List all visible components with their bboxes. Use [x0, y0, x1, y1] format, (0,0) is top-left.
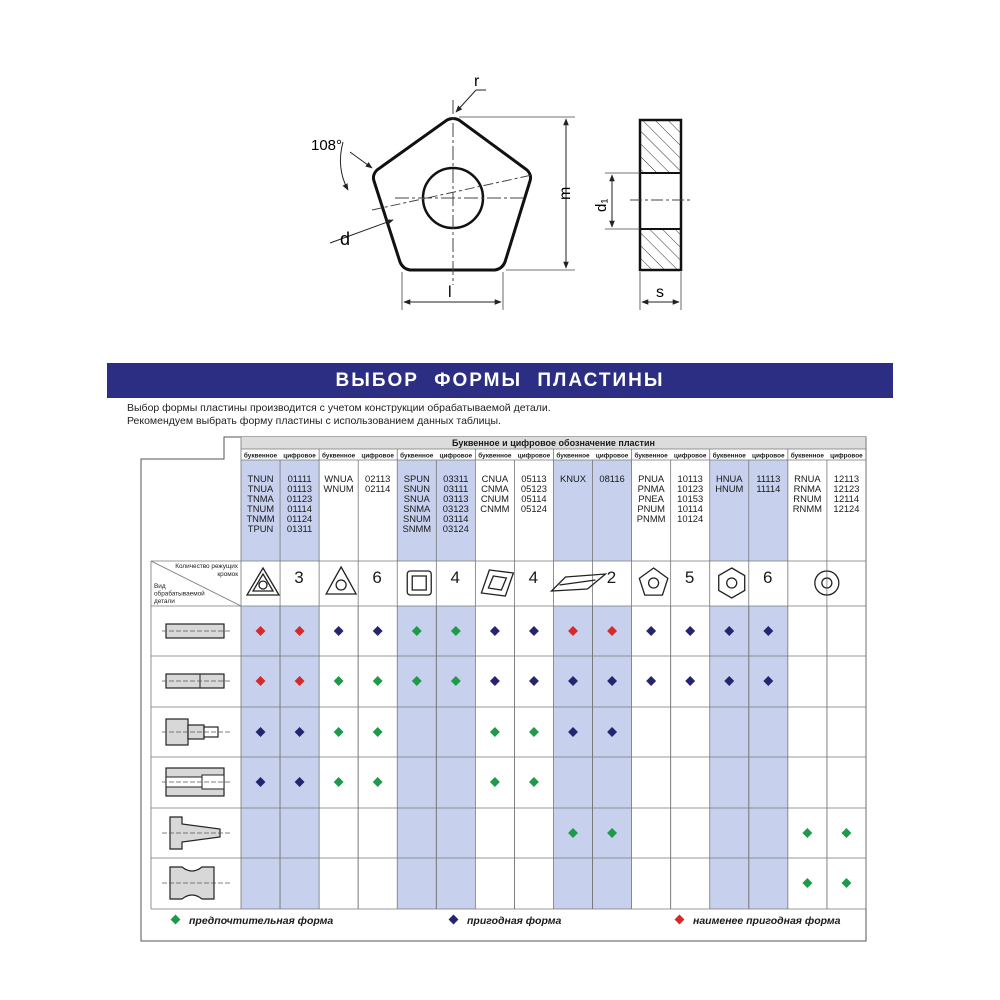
code-letter: RNMA — [793, 483, 822, 494]
green-diamond-icon — [373, 676, 383, 686]
blue-diamond-icon — [685, 626, 695, 636]
blue-diamond-icon — [646, 626, 656, 636]
code-digit: 10113 — [677, 473, 703, 484]
code-letter: SNUN — [403, 483, 431, 494]
code-digit: 12124 — [833, 503, 860, 514]
green-diamond-icon — [334, 727, 344, 737]
triangle-icon — [247, 568, 279, 595]
code-letter: CNMA — [481, 483, 509, 494]
green-diamond-icon — [490, 727, 500, 737]
blue-diamond-icon — [490, 676, 500, 686]
legend-preferred — [172, 915, 333, 927]
intro-line-2: Рекомендуем выбрать форму пластины с использованием данных таблицы. — [127, 414, 501, 427]
trigon-icon — [326, 567, 356, 594]
edge-count: 4 — [528, 568, 539, 587]
code-digit: 10123 — [677, 483, 704, 494]
green-diamond-icon — [841, 878, 851, 888]
col-header-digit: цифровое — [439, 452, 473, 460]
blue-diamond-icon — [490, 626, 500, 636]
grooved-part-icon — [162, 867, 230, 899]
blue-diamond-icon — [529, 626, 539, 636]
col-header-digit: цифровое — [752, 452, 785, 460]
green-diamond-icon — [841, 828, 851, 838]
code-digit: 05114 — [521, 493, 547, 504]
blue-diamond-icon — [373, 626, 383, 636]
code-letter: PNMM — [636, 513, 666, 524]
code-digit: 05124 — [520, 503, 547, 514]
code-digit: 03111 — [443, 483, 469, 494]
code-letter: PNMA — [637, 483, 665, 494]
col-header-letter: буквенное — [243, 452, 278, 460]
bored-part-icon — [162, 768, 230, 796]
code-digit: 03113 — [443, 493, 469, 504]
code-digit: 01124 — [286, 513, 313, 524]
code-letter: RNUA — [794, 473, 821, 484]
code-digit: 05113 — [521, 473, 547, 484]
col-header-digit: цифровое — [595, 452, 629, 460]
cone-part-icon — [162, 817, 230, 849]
code-letter: PNUM — [637, 503, 665, 514]
code-letter: RNUM — [793, 493, 822, 504]
code-letter: WNUM — [323, 483, 354, 494]
code-letter: KNUX — [559, 473, 587, 484]
code-letter: SNUA — [403, 493, 430, 504]
green-diamond-icon — [529, 727, 539, 737]
code-letter: TNMM — [246, 513, 275, 524]
legend-preferred-label: предпочтительная форма — [189, 915, 334, 927]
code-digit: 12114 — [833, 493, 860, 504]
code-letter: WNUA — [324, 473, 353, 484]
green-diamond-icon — [490, 777, 500, 787]
col-header-digit: цифровое — [283, 452, 316, 460]
corner-top-label: Количество режущих — [175, 563, 238, 570]
pentagon-icon — [639, 568, 668, 595]
code-letter: SNUM — [402, 513, 431, 524]
code-digit: 01311 — [286, 523, 313, 534]
code-letter: SNMA — [403, 503, 431, 514]
code-letter: PNUA — [638, 473, 665, 484]
code-digit: 12113 — [833, 473, 860, 484]
blue-diamond-icon — [334, 626, 344, 636]
green-diamond-icon — [373, 727, 383, 737]
green-diamond-icon — [373, 777, 383, 787]
col-header-letter: буквенное — [556, 452, 590, 460]
code-digit: 03311 — [443, 473, 469, 484]
col-header-digit: цифровое — [361, 452, 394, 460]
label-l: l — [448, 284, 452, 301]
intro-line-1: Выбор формы пластины производится с учетом конструкции обрабатываемой детали. — [127, 402, 551, 414]
legend-suitable-label: пригодная форма — [467, 915, 562, 927]
green-diamond-icon — [171, 915, 181, 925]
code-letter: HNUM — [715, 483, 744, 494]
code-digit: 11114 — [756, 483, 781, 494]
label-r: r — [474, 73, 480, 90]
stepped-shaft-part-icon — [162, 719, 230, 745]
col-header-letter: буквенное — [712, 452, 746, 460]
code-digit: 11113 — [756, 473, 781, 484]
code-digit: 05123 — [520, 483, 547, 494]
green-diamond-icon — [802, 828, 812, 838]
green-diamond-icon — [802, 878, 812, 888]
label-d1: d₁ — [593, 198, 610, 212]
edge-count: 5 — [684, 568, 695, 587]
shaft-part-icon — [162, 624, 230, 638]
code-digit: 01111 — [287, 473, 312, 484]
col-header-digit: цифровое — [517, 452, 551, 460]
code-letter: PNEA — [638, 493, 664, 504]
code-letter: CNMM — [480, 503, 510, 514]
code-digit: 03124 — [442, 523, 469, 534]
col-header-digit: цифровое — [830, 452, 863, 460]
code-digit: 01123 — [286, 493, 313, 504]
edge-count: 6 — [762, 568, 773, 587]
code-digit: 08116 — [599, 473, 625, 484]
col-header-digit: цифровое — [673, 452, 707, 460]
edge-count: 2 — [606, 568, 617, 587]
code-digit: 03123 — [442, 503, 469, 514]
main-header: Буквенное и цифровое обозначение пластин — [452, 438, 655, 448]
corner-bottom-label: обрабатываемой — [154, 590, 205, 598]
code-letter: TNMA — [247, 493, 274, 504]
edge-count: 6 — [372, 568, 382, 587]
shaft-faced-part-icon — [162, 674, 230, 688]
code-letter: RNMM — [792, 503, 822, 514]
green-diamond-icon — [529, 777, 539, 787]
code-digit: 01113 — [287, 483, 312, 494]
code-digit: 02114 — [365, 483, 391, 494]
code-digit: 03114 — [443, 513, 469, 524]
code-letter: TNUN — [247, 473, 274, 484]
blue-diamond-icon — [646, 676, 656, 686]
code-letter: CNUM — [480, 493, 509, 504]
corner-bottom-label: детали — [154, 598, 175, 605]
code-digit: 10153 — [677, 493, 704, 504]
code-letter: SPUN — [403, 473, 430, 484]
code-letter: TNUM — [246, 503, 275, 514]
parallelogram-icon — [551, 574, 605, 591]
code-digit: 12123 — [833, 483, 860, 494]
code-letter: CNUA — [481, 473, 509, 484]
blue-diamond-icon — [529, 676, 539, 686]
legend-least-label: наименее пригодная форма — [693, 915, 841, 927]
edge-count: 3 — [294, 568, 304, 587]
label-m: m — [557, 186, 574, 200]
blue-diamond-icon — [449, 915, 459, 925]
col-header-letter: буквенное — [400, 452, 434, 460]
col-header-letter: буквенное — [634, 452, 668, 460]
label-d: d — [340, 229, 351, 249]
section-title: ВЫБОР ФОРМЫ ПЛАСТИНЫ — [335, 369, 665, 391]
code-digit: 01114 — [287, 503, 312, 514]
label-s: s — [656, 284, 664, 301]
square-icon — [407, 571, 431, 595]
legend-suitable — [450, 915, 561, 927]
code-letter: SNMM — [402, 523, 432, 534]
edge-count: 4 — [450, 568, 460, 587]
col-header-letter: буквенное — [322, 452, 356, 460]
code-letter: HNUA — [715, 473, 743, 484]
col-header-letter: буквенное — [478, 452, 512, 460]
blue-diamond-icon — [685, 676, 695, 686]
hexagon-icon — [719, 568, 745, 598]
legend-least — [676, 915, 841, 927]
corner-top-label: кромок — [217, 571, 238, 578]
green-diamond-icon — [334, 676, 344, 686]
code-digit: 10114 — [677, 503, 703, 514]
code-digit: 10124 — [677, 513, 704, 524]
code-letter: TNUA — [247, 483, 274, 494]
rhombus-icon — [481, 570, 513, 596]
corner-bottom-label: Вид — [154, 583, 166, 590]
code-letter: TPUN — [247, 523, 274, 534]
code-digit: 02113 — [365, 473, 391, 484]
col-header-letter: буквенное — [790, 452, 824, 460]
green-diamond-icon — [334, 777, 344, 787]
label-angle: 108° — [311, 137, 343, 154]
red-diamond-icon — [675, 915, 685, 925]
